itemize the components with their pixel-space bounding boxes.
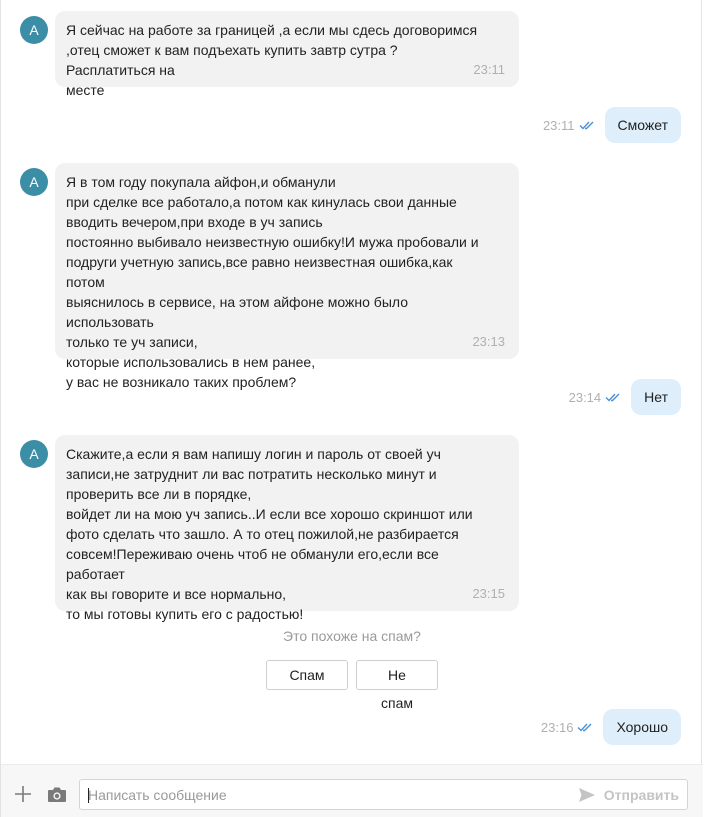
message-time: 23:13	[472, 334, 505, 349]
message-time: 23:15	[472, 586, 505, 601]
message-input[interactable]	[88, 780, 558, 809]
avatar[interactable]: A	[20, 16, 48, 44]
avatar[interactable]: A	[20, 168, 48, 196]
message-time: 23:14	[568, 389, 602, 405]
message-text: Скажите,а если я вам напишу логин и пароль от своей уч записи,не затруднит ли вас потратить несколько минут и проверить все ли в порядке, войдет ли на мою уч запись..И если все хорошо скриншот или фото сделать что зашло. А то отец пожилой,не разбирается совсем!Переживаю очень чтоб не обманули его,если все работает как вы говорите и все нормально, то мы готовы купить его с радостью!	[66, 446, 473, 622]
send-icon	[578, 787, 596, 803]
message-incoming	[55, 163, 519, 390]
message-bubble: Хорошо	[603, 709, 681, 745]
double-check-icon	[605, 391, 623, 403]
message-input-wrapper	[79, 779, 688, 810]
message-time: 23:11	[542, 117, 575, 133]
avatar[interactable]: A	[20, 440, 48, 468]
message-text: Я сейчас на работе за границей ,а если мы сдесь договоримся ,отец сможет к вам подъехать купить завтр сутра ?Расплатиться на месте	[66, 22, 478, 98]
camera-icon[interactable]	[47, 786, 67, 803]
message-composer	[1, 764, 703, 817]
spam-prompt	[1, 626, 703, 711]
not-spam-button[interactable]: Не спам	[356, 660, 438, 690]
plus-icon[interactable]	[14, 785, 32, 803]
double-check-icon	[579, 119, 597, 131]
message-outgoing	[569, 379, 681, 415]
spam-button[interactable]: Спам	[266, 660, 348, 690]
message-bubble: Нет	[631, 379, 681, 415]
message-text: Я в том году покупала айфон,и обманули при сделке все работало,а потом как кинулась свои данные вводить вечером,при входе в уч запись постоянно выбивало неизвестную ошибку!И мужа пробовали и подруги учетную запись,все равно неизвестная ошибка,как потом выяснилось в сервисе, на этом айфоне можно было использовать только те уч записи, которые использовались в нем ранее, у вас не возникало таких проблем?	[66, 174, 479, 390]
spam-question: Это похоже на спам?	[283, 628, 421, 644]
message-outgoing	[541, 709, 681, 745]
message-bubble: Сможет	[605, 107, 681, 143]
double-check-icon	[577, 721, 595, 733]
message-outgoing	[543, 107, 681, 143]
text-caret	[88, 788, 89, 803]
message-incoming	[55, 11, 519, 98]
message-time: 23:16	[540, 719, 574, 735]
message-time: 23:11	[473, 62, 505, 77]
message-incoming	[55, 435, 519, 622]
send-label: Отправить	[603, 787, 679, 803]
send-button[interactable]	[578, 785, 679, 805]
